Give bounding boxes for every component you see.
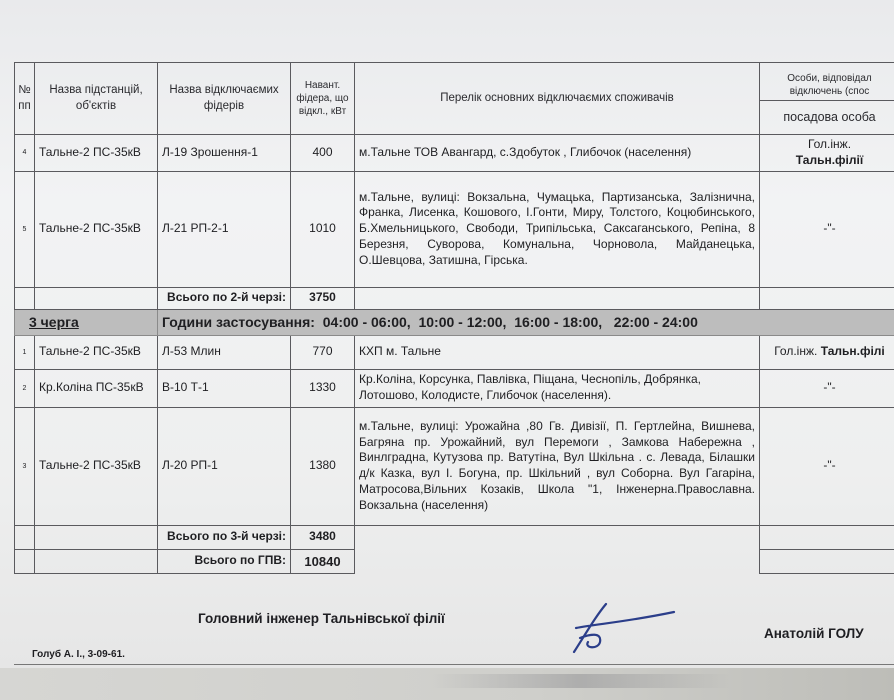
hours-label: Години застосування: [162,313,315,330]
header-load: Навант. фідера, що відкл., кВт [291,63,355,135]
row-num: 4 [15,135,35,172]
disconnection-schedule-table [14,62,894,574]
total-row-gpv [15,549,894,573]
header-consumers: Перелік основних відключаємих споживачів [355,63,760,135]
responsible-line2: Тальн.філі [820,344,885,359]
header-position: посадова особа [760,101,894,135]
hours-value: 04:00 - 06:00, 10:00 - 12:00, 16:00 - 18:00, 22:00 - 24:00 [322,313,698,330]
footer-contact: Голуб А. І., 3-09-61. [32,649,125,660]
bottom-rule [14,664,894,665]
row-load: 1380 [291,407,355,525]
total-row-queue3 [15,525,894,549]
responsible-line1: Гол.інж. [807,137,852,151]
header-responsible: Особи, відповідал відключень (спос [760,63,894,101]
header-num: № пп [15,63,35,135]
gpv-total-label: Всього по ГПВ: [158,549,291,573]
total-label: Всього по 2-й черзі: [158,287,291,309]
row-num: 1 [15,335,35,369]
gpv-total-value: 10840 [291,549,355,573]
queue-hours [158,309,894,335]
table-row [15,135,894,172]
row-substation: Тальне-2 ПС-35кВ [35,335,158,369]
header-substation: Назва підстанцій, об'єктів [35,63,158,135]
header-feeder: Назва відключаємих фідерів [158,63,291,135]
row-responsible: -"- [760,407,894,525]
row-feeder: Л-20 РП-1 [158,407,291,525]
row-consumers: КХП м. Тальне [355,335,760,369]
total-value: 3480 [291,525,355,549]
row-responsible [760,335,894,369]
row-responsible: -"- [760,369,894,407]
row-responsible [760,135,894,172]
queue3-header-row [15,309,894,335]
row-load: 770 [291,335,355,369]
row-num: 5 [15,171,35,287]
footer-title: Головний інженер Тальнівської філії [198,611,445,626]
row-num: 3 [15,407,35,525]
row-consumers: м.Тальне, вулиці: Вокзальна, Чумацька, Партизанська, Залізнична, Франка, Лисенка, Кошового, І.Гонти, Миру, Толстого, Коцюбинського, Б.Хмельницького, Свободи, Трипільська, Саксаганського, Репіна, 8 Березня, Суворова, Комунальна, Чорновола, Майданецька, О.Шевцова, Затишна, Гірська. [355,171,760,287]
row-consumers: м.Тальне ТОВ Авангард, с.Здобуток , Глибочок (населення) [355,135,760,172]
responsible-line2: Тальн.філії [795,152,864,167]
footer-name: Анатолій ГОЛУ [764,626,864,641]
row-substation: Тальне-2 ПС-35кВ [35,407,158,525]
row-feeder: Л-53 Млин [158,335,291,369]
row-consumers: м.Тальне, вулиці: Урожайна ,80 Гв. Дивізії, П. Гертлейна, Вишнева, Багряна пр. Урожайний, вул Перемоги , Замкова Набережна , Винлградна, Кутузова пр. Ватутіна, Вул Шкільна . с. Левада, Білашки д/к Казка, вул І. Богуна, пр. Шкільний , вул Соборна. Вул Гагаріна, Матросова,Вільних Козаків, Школа "1, Інженерна.Православна. Вокзальна (населення) [355,407,760,525]
row-num: 2 [15,369,35,407]
signature-image [566,598,686,658]
queue-title: 3 черга [15,309,158,335]
header-row [15,63,894,101]
table-row [15,171,894,287]
row-feeder: Л-19 Зрошення-1 [158,135,291,172]
responsible-line1: Гол.інж. [774,344,818,359]
row-consumers: Кр.Коліна, Корсунка, Павлівка, Піщана, Чеснопіль, Добрянка, Лотошово, Колодисте, Глибочок (населення). [355,369,760,407]
total-label: Всього по 3-й черзі: [158,525,291,549]
table-row [15,407,894,525]
row-substation: Тальне-2 ПС-35кВ [35,135,158,172]
row-substation: Тальне-2 ПС-35кВ [35,171,158,287]
row-load: 1010 [291,171,355,287]
table-row [15,335,894,369]
total-value: 3750 [291,287,355,309]
row-feeder: Л-21 РП-2-1 [158,171,291,287]
total-row-queue2 [15,287,894,309]
underlying-page-smudge [430,674,730,688]
row-responsible: -"- [760,171,894,287]
row-substation: Кр.Коліна ПС-35кВ [35,369,158,407]
row-load: 400 [291,135,355,172]
table-row [15,369,894,407]
row-load: 1330 [291,369,355,407]
row-feeder: В-10 Т-1 [158,369,291,407]
